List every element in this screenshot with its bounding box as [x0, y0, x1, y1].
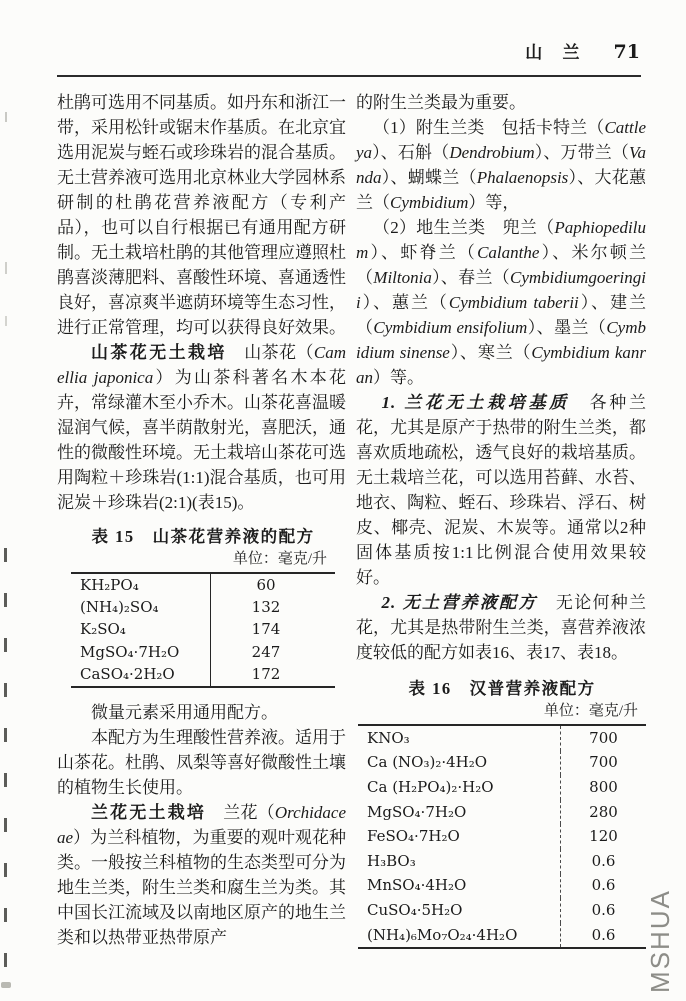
table-16-body	[358, 724, 646, 949]
text-run: 无论何种兰花，尤其是热带附生兰类，喜营养液浓度较低的配方如表16、表17、表18。	[356, 593, 647, 662]
value-cell: 800	[589, 777, 618, 796]
text-run: ）等，	[468, 193, 520, 212]
scan-artifact-dash	[5, 262, 7, 274]
value-cell: 120	[589, 827, 618, 846]
text-run: Miltonia	[373, 268, 432, 287]
value-cell: 132	[251, 598, 281, 617]
table-15	[71, 526, 335, 688]
value-cell: 700	[589, 753, 618, 772]
table-row	[358, 923, 646, 948]
value-cell: 247	[251, 642, 281, 661]
table-row	[71, 574, 335, 596]
value-cell: 0.6	[591, 925, 616, 944]
text-run: Orchidaceae	[57, 802, 346, 847]
formula-cell: KNO₃	[358, 726, 561, 751]
header-rule	[57, 75, 641, 77]
text-run: 兰花（	[206, 802, 275, 822]
table-row	[358, 775, 646, 800]
text-run: 杜鹃可选用不同基质。如丹东和浙江一带，采用松针或锯末作基质。在北京宜选用泥炭与蛭石或珍珠岩的混合基质。无土营养液可选用北京林业大学园林系研制的杜鹃花营养液配方（专利产品），也可以自行根据已有通用配方研制。无土栽培杜鹃的其他管理应遵照杜鹃喜淡薄肥料、喜酸性环境、喜通透性良好，喜凉爽半遮荫环境等生态习性，进行正常管理，均可以获得良好效果。	[57, 93, 346, 337]
paragraph-orchid-substrate	[356, 390, 646, 590]
scan-artifact-dash	[5, 112, 7, 122]
text-run: ）、寒兰（	[449, 343, 532, 362]
column-right	[356, 90, 646, 949]
paragraph-terrestrial-orchids-list	[356, 215, 646, 390]
text-run: 山茶花（	[226, 343, 314, 362]
table-row	[71, 619, 335, 641]
table-16	[358, 678, 646, 949]
value-cell: 172	[251, 665, 281, 684]
formula-cell: Ca (H₂PO₄)₂·H₂O	[358, 775, 561, 800]
paragraph-trace-elements	[57, 700, 346, 725]
table-row	[71, 641, 335, 663]
page-header	[0, 38, 640, 63]
text-run: ）为山茶科著名木本花卉，常绿灌木至小乔木。山茶花喜温暖湿润气候，喜半荫散射光，喜肥沃，通性的微酸性环境。无土栽培山茶花可选用陶粒＋珍珠岩(1:1)混合基质，也可用泥炭＋珍珠岩(2:1)(表15)。	[57, 368, 346, 512]
formula-cell: FeSO₄·7H₂O	[358, 824, 561, 849]
paragraph-epiphytic-important	[356, 90, 646, 115]
text-run: Cymbidium kanran	[356, 343, 647, 387]
formula-cell: K₂SO₄	[71, 619, 211, 641]
column-left	[57, 90, 346, 950]
paragraph-orchid-soilless	[57, 800, 346, 950]
formula-cell: Ca (NO₃)₂·4H₂O	[358, 751, 561, 776]
text-run: Paphiopedilum	[356, 218, 646, 262]
scan-artifact-binding-dashes	[4, 548, 7, 998]
text-run: Cattleya	[356, 118, 646, 162]
text-run: ）、万带兰（	[534, 143, 630, 162]
table-15-unit: 单位：毫克/升	[232, 551, 327, 567]
text-run: ）、建兰（	[356, 293, 647, 337]
text-run: Phalaenopsis	[476, 168, 569, 187]
watermark-text: MSHUA	[645, 889, 675, 993]
table-row	[71, 596, 335, 618]
text-run: ）等。	[373, 368, 424, 387]
value-cell: 700	[589, 728, 618, 747]
text-run: Cymbidium ensifolium	[373, 318, 528, 337]
table-15-caption: 表 15 山茶花营养液的配方	[91, 527, 315, 546]
page-number: 71	[613, 41, 640, 63]
text-run: 微量元素采用通用配方。	[91, 702, 278, 722]
scan-artifact-dash	[5, 316, 7, 326]
text-run: 各种兰花，尤其是原产于热带的附生兰类，都喜欢质地疏松，透气良好的栽培基质。无土栽培兰花，可以选用苔藓、水苔、地衣、陶粒、蛭石、珍珠岩、浮石、树皮、椰壳、泥炭、木炭等。通常以2种固体基质按1:1比例混合使用效果较好。	[356, 393, 646, 587]
text-run: ）、大花蕙兰（	[356, 168, 647, 212]
text-run: ）、春兰（	[431, 268, 511, 287]
scan-artifact-corner-mark	[1, 982, 11, 988]
table-row	[358, 800, 646, 825]
value-cell: 280	[589, 802, 618, 821]
formula-cell: (NH₄)₂SO₄	[71, 596, 211, 618]
table-row	[358, 849, 646, 874]
text-run: Camellia japonica	[57, 343, 346, 387]
table-row	[358, 751, 646, 776]
text-run: Dendrobium	[449, 143, 535, 162]
formula-cell: KH₂PO₄	[71, 574, 211, 596]
formula-cell: CuSO₄·5H₂O	[358, 898, 561, 923]
formula-cell: MnSO₄·4H₂O	[358, 874, 561, 899]
table-row	[71, 664, 335, 686]
text-run: 山茶花无土栽培	[91, 343, 227, 362]
table-16-caption: 表 16 汉普营养液配方	[408, 679, 596, 698]
paragraph-azalea-substrate	[57, 90, 346, 340]
formula-cell: (NH₄)₆Mo₇O₂₄·4H₂O	[358, 923, 561, 948]
text-run: 2. 无土营养液配方	[381, 593, 538, 612]
paragraph-acidic-formula-note	[57, 725, 346, 800]
paragraph-epiphytic-orchids-list	[356, 115, 646, 215]
text-run: Vanda	[356, 143, 647, 187]
table-row	[358, 898, 646, 923]
text-run: 兰花无土栽培	[91, 802, 207, 822]
text-run: （2）地生兰类 兜兰（	[373, 218, 555, 237]
text-run: 1. 兰花无土栽培基质	[381, 393, 570, 412]
table-row	[358, 874, 646, 899]
paragraph-nutrient-solution-formula	[356, 590, 646, 665]
value-cell: 174	[251, 620, 281, 639]
text-run: ）为兰科植物，为重要的观叶观花种类。一般按兰科植物的生态类型可分为地生兰类，附生兰类和腐生兰为类。其中国长江流域及以南地区原产的地生兰类和以热带亚热带原产	[57, 827, 346, 947]
formula-cell: MgSO₄·7H₂O	[358, 800, 561, 825]
text-run: Cymbidium	[390, 193, 469, 212]
running-head-title: 山 兰	[525, 43, 588, 62]
value-cell: 60	[256, 575, 276, 594]
text-run: Cymbidium taberii	[448, 293, 579, 312]
table-row	[358, 726, 646, 751]
text-run: （1）附生兰类 包括卡特兰（	[373, 118, 605, 137]
formula-cell: MgSO₄·7H₂O	[71, 641, 211, 663]
text-run: ）、蝴蝶兰（	[381, 168, 477, 187]
text-run: Cymbidiumgoeringii	[356, 268, 647, 312]
value-cell: 0.6	[591, 900, 616, 919]
text-run: 的附生兰类最为重要。	[356, 93, 526, 112]
formula-cell: CaSO₄·2H₂O	[71, 664, 211, 686]
paragraph-camellia-soilless	[57, 340, 346, 515]
text-run: ）、蕙兰（	[360, 293, 449, 312]
value-cell: 0.6	[591, 876, 616, 895]
text-run: ）、虾脊兰（	[368, 243, 478, 262]
formula-cell: H₃BO₃	[358, 849, 561, 874]
text-run: Cymbidium sinense	[356, 318, 647, 362]
text-run: ）、米尔顿兰（	[356, 243, 647, 287]
text-run: Calanthe	[477, 243, 540, 262]
table-16-unit: 单位：毫克/升	[543, 703, 638, 719]
value-cell: 0.6	[591, 851, 616, 870]
text-run: 本配方为生理酸性营养液。适用于山茶花。杜鹃、凤梨等喜好微酸性土壤的植物生长使用。	[57, 727, 346, 797]
text-run: ）、石斛（	[372, 143, 450, 162]
text-run: ）、墨兰（	[527, 318, 607, 337]
table-15-body	[71, 572, 335, 688]
table-row	[358, 824, 646, 849]
